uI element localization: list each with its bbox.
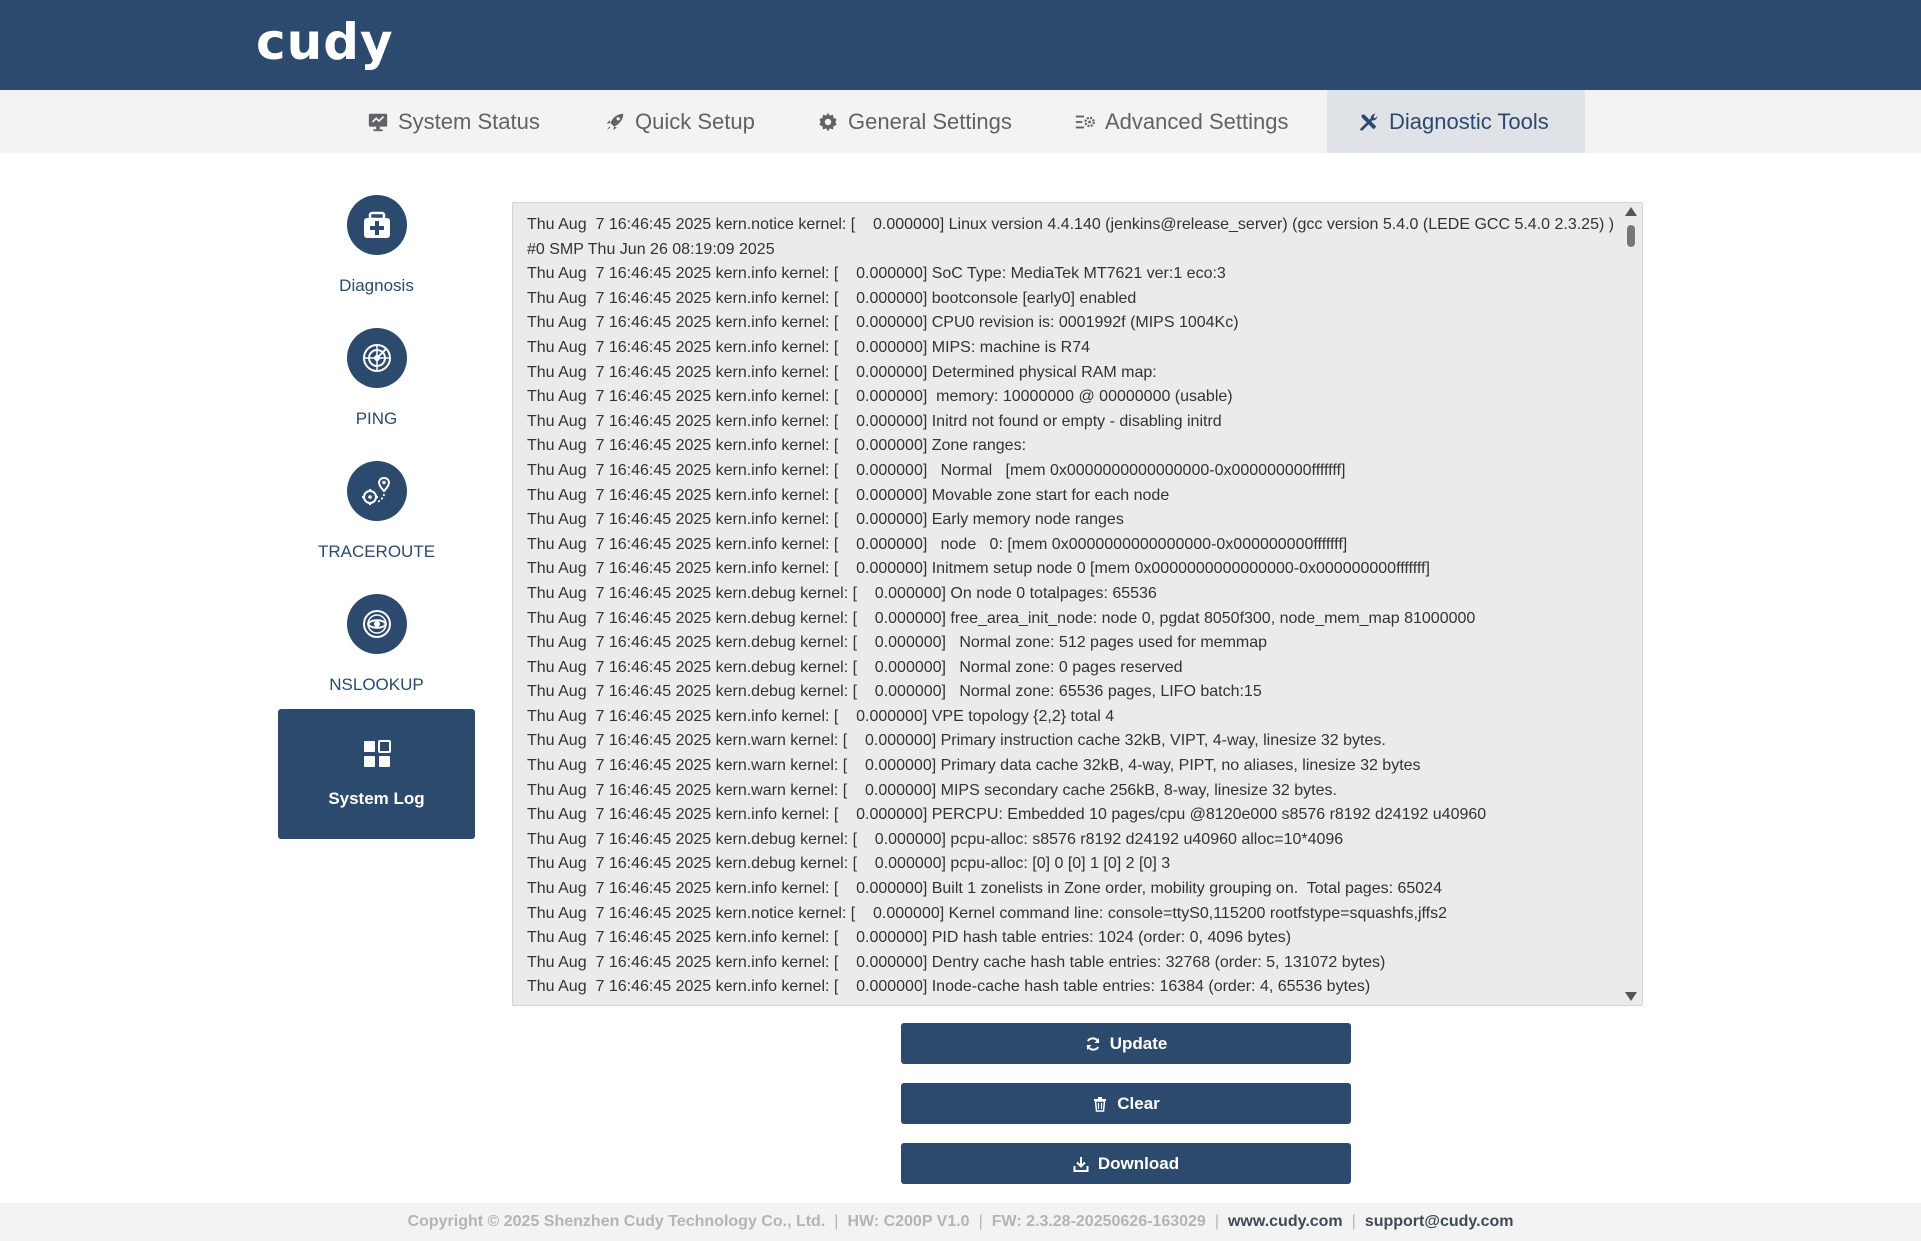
footer-separator: | bbox=[1351, 1213, 1356, 1230]
log-line: Thu Aug 7 16:46:45 2025 kern.warn kernel: [ 0.000000] Primary data cache 32kB, 4-way, PIPT, no aliases, linesize 32 bytes bbox=[527, 757, 1421, 775]
clear-button-label: Clear bbox=[1117, 1093, 1160, 1113]
footer-website-link[interactable]: www.cudy.com bbox=[1227, 1213, 1343, 1230]
download-icon bbox=[1073, 1156, 1089, 1172]
sidebar-item-ping[interactable] bbox=[278, 313, 475, 443]
trash-icon bbox=[1092, 1096, 1108, 1112]
nav-general-settings[interactable] bbox=[816, 90, 1012, 153]
download-button-label: Download bbox=[1097, 1153, 1180, 1173]
footer-separator: | bbox=[834, 1213, 839, 1230]
log-scrollbar[interactable] bbox=[1620, 203, 1642, 1005]
log-line: Thu Aug 7 16:46:45 2025 kern.info kernel: [ 0.000000] CPU0 revision is: 0001992f (MIPS 1004Kc) bbox=[527, 314, 1239, 332]
log-line: Thu Aug 7 16:46:45 2025 kern.debug kernel: [ 0.000000] Normal zone: 512 pages used for memmap bbox=[527, 634, 1268, 652]
log-line: Thu Aug 7 16:46:45 2025 kern.info kernel: [ 0.000000] Built 1 zonelists in Zone order, mobility grouping on. Total pages: 65024 bbox=[527, 880, 1442, 898]
refresh-icon bbox=[1085, 1036, 1101, 1052]
sidebar-item-diagnosis[interactable] bbox=[278, 180, 475, 310]
log-line: Thu Aug 7 16:46:45 2025 kern.notice kernel: [ 0.000000] Linux version 4.4.140 (jenkins@release_server) (gcc version 5.4.0 (LEDE GCC 5.4.0 2.3.25) ) #0 SMP Thu Jun 26 08:19:09 2025 bbox=[527, 216, 1619, 258]
cudy-logo[interactable]: cudy bbox=[256, 13, 394, 71]
log-line: Thu Aug 7 16:46:45 2025 kern.debug kernel: [ 0.000000] Normal zone: 0 pages reserved bbox=[527, 658, 1183, 676]
nav-label: System Status bbox=[398, 108, 540, 134]
log-line: Thu Aug 7 16:46:45 2025 kern.info kernel: [ 0.000000] PERCPU: Embedded 10 pages/cpu @8120e000 s8576 r8192 d24192 u40960 bbox=[527, 806, 1487, 824]
log-line: Thu Aug 7 16:46:45 2025 kern.info kernel: [ 0.000000] Determined physical RAM map: bbox=[527, 363, 1157, 381]
footer bbox=[0, 1203, 1921, 1241]
log-line: Thu Aug 7 16:46:45 2025 kern.debug kernel: [ 0.000000] On node 0 totalpages: 65536 bbox=[527, 584, 1157, 602]
clear-button[interactable] bbox=[901, 1083, 1351, 1124]
footer-copyright: Copyright © 2025 Shenzhen Cudy Technology Co., Ltd. bbox=[407, 1213, 826, 1230]
sidebar-item-nslookup[interactable] bbox=[278, 579, 475, 709]
target-eye-icon bbox=[347, 594, 407, 654]
sidebar-item-label: Diagnosis bbox=[339, 276, 414, 295]
nav-quick-setup[interactable] bbox=[603, 90, 755, 153]
nav-system-status[interactable] bbox=[366, 90, 540, 153]
footer-separator: | bbox=[978, 1213, 983, 1230]
advanced-settings-icon bbox=[1073, 110, 1097, 134]
top-nav bbox=[0, 90, 1921, 153]
monitor-icon bbox=[366, 110, 390, 134]
sidebar-item-system-log[interactable] bbox=[278, 709, 475, 839]
log-line: Thu Aug 7 16:46:45 2025 kern.warn kernel: [ 0.000000] MIPS secondary cache 256kB, 8-way, linesize 32 bytes. bbox=[527, 781, 1337, 799]
log-line: Thu Aug 7 16:46:45 2025 kern.warn kernel: [ 0.000000] Primary instruction cache 32kB, VIPT, 4-way, linesize 32 bytes. bbox=[527, 732, 1386, 750]
rocket-icon bbox=[603, 110, 627, 134]
radar-icon bbox=[347, 328, 407, 388]
log-line: Thu Aug 7 16:46:45 2025 kern.info kernel: [ 0.000000] VPE topology {2,2} total 4 bbox=[527, 707, 1115, 725]
log-content bbox=[527, 213, 1619, 1000]
log-line: Thu Aug 7 16:46:45 2025 kern.info kernel: [ 0.000000] MIPS: machine is R74 bbox=[527, 338, 1091, 356]
scroll-down-arrow-icon[interactable] bbox=[1625, 992, 1637, 1001]
sidebar-item-traceroute[interactable] bbox=[278, 446, 475, 576]
nav-label: Quick Setup bbox=[635, 108, 755, 134]
nav-diagnostic-tools[interactable] bbox=[1327, 90, 1585, 153]
download-button[interactable] bbox=[901, 1143, 1351, 1184]
log-line: Thu Aug 7 16:46:45 2025 kern.info kernel: [ 0.000000] node 0: [mem 0x0000000000000000-0x000000000fffffff] bbox=[527, 535, 1348, 553]
sidebar-item-label: System Log bbox=[328, 789, 425, 808]
log-line: Thu Aug 7 16:46:45 2025 kern.info kernel: [ 0.000000] Initrd not found or empty - disabling initrd bbox=[527, 412, 1222, 430]
footer-separator: | bbox=[1214, 1213, 1219, 1230]
footer-hardware-version: HW: C200P V1.0 bbox=[847, 1213, 970, 1230]
grid-icon bbox=[361, 738, 393, 770]
log-line: Thu Aug 7 16:46:45 2025 kern.info kernel: [ 0.000000] Normal [mem 0x0000000000000000-0x000000000fffffff] bbox=[527, 461, 1346, 479]
footer-firmware-version: FW: 2.3.28-20250626-163029 bbox=[991, 1213, 1206, 1230]
log-line: Thu Aug 7 16:46:45 2025 kern.info kernel: [ 0.000000] Dentry cache hash table entries: 32768 (order: 5, 131072 bytes) bbox=[527, 953, 1386, 971]
log-line: Thu Aug 7 16:46:45 2025 kern.info kernel: [ 0.000000] Initmem setup node 0 [mem 0x0000000000000000-0x000000000fffffff] bbox=[527, 560, 1430, 578]
sidebar-item-label: PING bbox=[355, 409, 398, 428]
log-line: Thu Aug 7 16:46:45 2025 kern.info kernel: [ 0.000000] bootconsole [early0] enabled bbox=[527, 289, 1137, 307]
gear-icon bbox=[816, 110, 840, 134]
sidebar-item-label: TRACEROUTE bbox=[317, 542, 436, 561]
nav-label: Diagnostic Tools bbox=[1389, 108, 1549, 134]
system-log-textarea[interactable] bbox=[512, 202, 1643, 1006]
nav-label: General Settings bbox=[848, 108, 1012, 134]
log-line: Thu Aug 7 16:46:45 2025 kern.info kernel: [ 0.000000] Movable zone start for each node bbox=[527, 486, 1170, 504]
log-line: Thu Aug 7 16:46:45 2025 kern.debug kernel: [ 0.000000] Normal zone: 65536 pages, LIFO batch:15 bbox=[527, 683, 1262, 701]
log-line: Thu Aug 7 16:46:45 2025 kern.info kernel: [ 0.000000] Inode-cache hash table entries: 16384 (order: 4, 65536 bytes) bbox=[527, 978, 1371, 996]
log-line: Thu Aug 7 16:46:45 2025 kern.debug kernel: [ 0.000000] free_area_init_node: node 0, pgdat 8050f300, node_mem_map 81000000 bbox=[527, 609, 1476, 627]
log-line: Thu Aug 7 16:46:45 2025 kern.info kernel: [ 0.000000] memory: 10000000 @ 00000000 (usable) bbox=[527, 388, 1233, 406]
header-bar bbox=[0, 0, 1921, 90]
update-button-label: Update bbox=[1109, 1033, 1168, 1053]
route-icon bbox=[347, 461, 407, 521]
nav-label: Advanced Settings bbox=[1105, 108, 1289, 134]
tools-icon bbox=[1357, 110, 1381, 134]
scroll-thumb[interactable] bbox=[1627, 225, 1635, 247]
log-line: Thu Aug 7 16:46:45 2025 kern.info kernel: [ 0.000000] Zone ranges: bbox=[527, 437, 1027, 455]
log-line: Thu Aug 7 16:46:45 2025 kern.info kernel: [ 0.000000] Early memory node ranges bbox=[527, 511, 1124, 529]
scroll-up-arrow-icon[interactable] bbox=[1625, 207, 1637, 216]
footer-email-link[interactable]: support@cudy.com bbox=[1364, 1213, 1514, 1230]
log-line: Thu Aug 7 16:46:45 2025 kern.notice kernel: [ 0.000000] Kernel command line: console=ttyS0,115200 rootfstype=squashfs,jffs2 bbox=[527, 904, 1448, 922]
log-line: Thu Aug 7 16:46:45 2025 kern.debug kernel: [ 0.000000] pcpu-alloc: [0] 0 [0] 1 [0] 2 [0] 3 bbox=[527, 855, 1171, 873]
update-button[interactable] bbox=[901, 1023, 1351, 1064]
log-line: Thu Aug 7 16:46:45 2025 kern.debug kernel: [ 0.000000] pcpu-alloc: s8576 r8192 d24192 u40960 alloc=10*4096 bbox=[527, 830, 1344, 848]
nav-advanced-settings[interactable] bbox=[1073, 90, 1288, 153]
log-line: Thu Aug 7 16:46:45 2025 kern.info kernel: [ 0.000000] SoC Type: MediaTek MT7621 ver:1 eco:3 bbox=[527, 265, 1226, 283]
sidebar-item-label: NSLOOKUP bbox=[329, 675, 424, 694]
log-line: Thu Aug 7 16:46:45 2025 kern.info kernel: [ 0.000000] PID hash table entries: 1024 (order: 0, 4096 bytes) bbox=[527, 929, 1292, 947]
first-aid-kit-icon bbox=[347, 195, 407, 255]
